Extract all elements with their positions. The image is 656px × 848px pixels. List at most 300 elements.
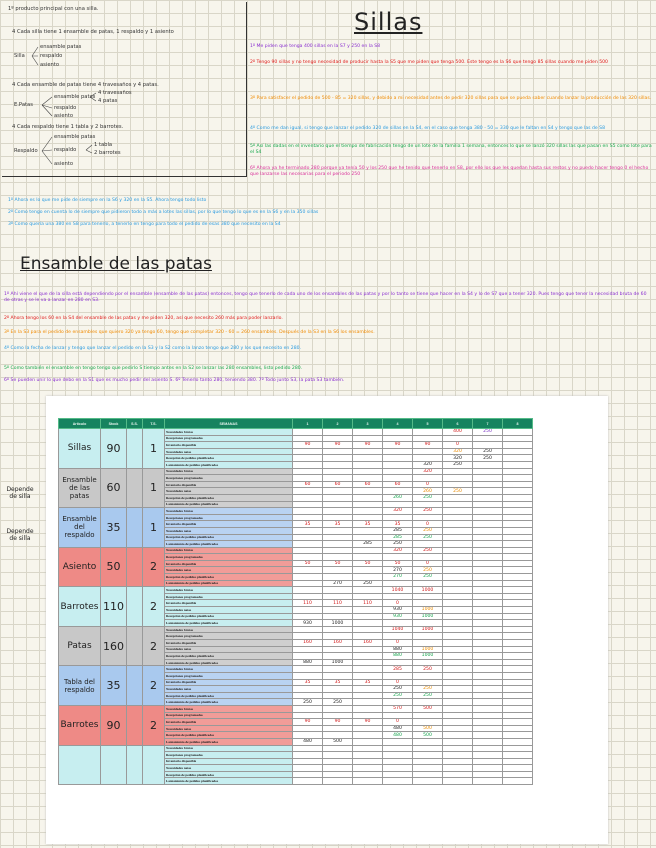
week-cell: 270: [323, 580, 353, 587]
week-cell: 250: [413, 686, 443, 693]
week-cell: [413, 640, 443, 647]
week-cell: [473, 494, 503, 501]
week-cell: [353, 587, 383, 594]
week-cell: [443, 640, 473, 647]
week-cell: [383, 448, 413, 455]
row-label: Lanzamiento de pedidos planificados: [165, 620, 293, 627]
note-4: 4º Como me dan igual, si tengo que lanzar el pedido 320 de sillas en la S4, en el caso que tenga 380 - 50 = 330 que le faltan en S4 y tengo que las de S8: [250, 126, 606, 131]
row-label: Necesidades brutas: [165, 745, 293, 752]
week-cell: [413, 554, 443, 561]
week-cell: 60: [353, 481, 383, 488]
table-row: [59, 468, 533, 475]
week-cell: [353, 765, 383, 772]
week-cell: [413, 620, 443, 627]
week-cell: [323, 778, 353, 785]
week-cell: 250: [473, 429, 503, 436]
week-cell: [473, 567, 503, 574]
week-cell: 500: [413, 725, 443, 732]
row-label: Recepciones programadas: [165, 514, 293, 521]
week-cell: [503, 442, 533, 449]
week-cell: [503, 692, 533, 699]
tree-r-label: Respaldo: [14, 148, 38, 154]
week-cell: 930: [383, 613, 413, 620]
week-cell: [353, 732, 383, 739]
tree-intro: 1º producto principal con una silla.: [8, 6, 99, 12]
week-cell: 90: [293, 442, 323, 449]
week-cell: [503, 567, 533, 574]
week-cell: [473, 508, 503, 515]
row-label: Necesidades netas: [165, 488, 293, 495]
week-cell: 250: [413, 547, 443, 554]
week-cell: [323, 686, 353, 693]
week-cell: [503, 672, 533, 679]
week-cell: [473, 501, 503, 508]
row-label: Lanzamiento de pedidos planificados: [165, 738, 293, 745]
week-cell: 50: [353, 560, 383, 567]
week-cell: 60: [323, 481, 353, 488]
week-cell: 160: [323, 640, 353, 647]
week-cell: [473, 692, 503, 699]
item-name: Ensamble del respaldo: [59, 508, 101, 548]
week-cell: [323, 574, 353, 581]
week-cell: [473, 719, 503, 726]
row-label: Necesidades netas: [165, 646, 293, 653]
week-cell: [443, 738, 473, 745]
week-cell: [473, 705, 503, 712]
table-row: [59, 626, 533, 633]
week-cell: [503, 574, 533, 581]
week-cell: [293, 587, 323, 594]
week-cell: [503, 541, 533, 548]
week-cell: [443, 554, 473, 561]
week-cell: [443, 508, 473, 515]
table-row: [59, 587, 533, 594]
week-cell: [353, 646, 383, 653]
week-cell: [353, 672, 383, 679]
item-ss: [127, 468, 143, 508]
week-cell: [353, 455, 383, 462]
week-cell: [323, 448, 353, 455]
week-cell: [383, 468, 413, 475]
week-cell: [503, 613, 533, 620]
item-ts: 2: [143, 587, 165, 627]
week-cell: [503, 640, 533, 647]
week-cell: [323, 501, 353, 508]
week-cell: 250: [353, 580, 383, 587]
week-cell: [293, 686, 323, 693]
week-cell: 1040: [383, 587, 413, 594]
week-cell: 0: [383, 640, 413, 647]
week-cell: [293, 745, 323, 752]
week-cell: [413, 771, 443, 778]
week-cell: [443, 534, 473, 541]
week-cell: [473, 468, 503, 475]
row-label: Recepción de pedidos planificados: [165, 534, 293, 541]
week-cell: [293, 508, 323, 515]
week-cell: [503, 679, 533, 686]
note-low-2: 2º Como tengo en cuenta lo de siempre que pidieron todo a más a lotes las sillas, por lo que tengo lo que es en la S6 y en la 350 sillas: [8, 210, 319, 215]
week-cell: [383, 778, 413, 785]
week-cell: [473, 541, 503, 548]
item-stock: 160: [101, 626, 127, 666]
week-cell: 270: [383, 567, 413, 574]
note-6: 6º Ahora ya he terminado 280 porque ya tenía 50 y los 250 que he tenido que tenerlo en S8, por ello los que les quedan hasta sus restos y no puedo hacer tengo 0 el hecho que lanzarse las necesarias para el periodo 250: [250, 166, 649, 177]
week-cell: [293, 541, 323, 548]
week-cell: 260: [413, 488, 443, 495]
tree-line-3: 4 Cada respaldo tiene 1 tabla y 2 barrotes.: [12, 124, 124, 130]
week-cell: [323, 725, 353, 732]
item-stock: 35: [101, 508, 127, 548]
tree-r-resp: respaldo: [54, 147, 77, 153]
tree-tabla: 1 tabla: [94, 142, 113, 148]
week-cell: [443, 547, 473, 554]
week-cell: 880: [293, 659, 323, 666]
week-cell: [383, 435, 413, 442]
item-ts: 2: [143, 666, 165, 706]
table-row: [59, 429, 533, 436]
week-cell: [443, 758, 473, 765]
week-cell: 250: [473, 455, 503, 462]
week-cell: [443, 607, 473, 614]
week-cell: 60: [293, 481, 323, 488]
week-cell: [473, 534, 503, 541]
week-cell: [443, 679, 473, 686]
week-cell: [503, 593, 533, 600]
assembly-note-2: 2º Ahora tengo los 60 en la S4 del ensamble de las patas y me piden 320, así que necesito 260 más para poder lanzarlo.: [4, 316, 283, 321]
week-cell: [443, 435, 473, 442]
row-label: Necesidades brutas: [165, 626, 293, 633]
week-cell: [293, 771, 323, 778]
row-label: Necesidades brutas: [165, 705, 293, 712]
table-row: [59, 745, 533, 752]
header-11: 6: [443, 419, 473, 429]
week-cell: [293, 514, 323, 521]
week-cell: [443, 574, 473, 581]
week-cell: [323, 468, 353, 475]
week-cell: [503, 580, 533, 587]
week-cell: [353, 692, 383, 699]
week-cell: [473, 580, 503, 587]
week-cell: [323, 435, 353, 442]
row-label: Recepción de pedidos planificados: [165, 653, 293, 660]
row-label: Inventario disponible: [165, 481, 293, 488]
row-label: Necesidades netas: [165, 607, 293, 614]
week-cell: [293, 488, 323, 495]
week-cell: [293, 534, 323, 541]
week-cell: [383, 771, 413, 778]
week-cell: [443, 514, 473, 521]
week-cell: 0: [413, 481, 443, 488]
week-cell: [353, 429, 383, 436]
week-cell: [383, 765, 413, 772]
week-cell: [353, 699, 383, 706]
week-cell: [473, 712, 503, 719]
week-cell: [503, 488, 533, 495]
week-cell: 930: [383, 607, 413, 614]
note-3: 3º Para satisfacer el pedido de 500 - 85 = 320 sillas, y debido a mi necesidad antes de pedir 320 sillas para que se pueda saber cuando lanzar la producción de las 320 sillas.: [250, 96, 652, 101]
week-cell: 250: [383, 692, 413, 699]
product-structure-box: [2, 2, 247, 177]
week-cell: [473, 758, 503, 765]
week-cell: [323, 527, 353, 534]
week-cell: [293, 672, 323, 679]
week-cell: [383, 633, 413, 640]
week-cell: [293, 593, 323, 600]
week-cell: 480: [383, 725, 413, 732]
week-cell: [323, 712, 353, 719]
item-ss: [127, 705, 143, 745]
row-label: Recepciones programadas: [165, 633, 293, 640]
week-cell: [473, 738, 503, 745]
week-cell: [473, 626, 503, 633]
week-cell: [503, 646, 533, 653]
week-cell: [383, 593, 413, 600]
row-label: Necesidades netas: [165, 567, 293, 574]
week-cell: [473, 672, 503, 679]
week-cell: [473, 560, 503, 567]
week-cell: 250: [443, 461, 473, 468]
week-cell: [413, 699, 443, 706]
week-cell: 1000: [413, 587, 443, 594]
week-cell: [323, 752, 353, 759]
week-cell: [503, 653, 533, 660]
week-cell: [443, 494, 473, 501]
week-cell: [353, 567, 383, 574]
week-cell: 285: [383, 666, 413, 673]
week-cell: [443, 653, 473, 660]
item-ss: [127, 547, 143, 587]
week-cell: [293, 527, 323, 534]
week-cell: [443, 633, 473, 640]
row-label: Inventario disponible: [165, 679, 293, 686]
week-cell: [503, 481, 533, 488]
header-13: 8: [503, 419, 533, 429]
week-cell: [503, 534, 533, 541]
week-cell: [293, 705, 323, 712]
week-cell: [293, 435, 323, 442]
item-name: Patas: [59, 626, 101, 666]
week-cell: [323, 613, 353, 620]
week-cell: [323, 745, 353, 752]
tree-asiento: asiento: [40, 62, 60, 68]
item-name: Asiento: [59, 547, 101, 587]
row-label: Necesidades brutas: [165, 468, 293, 475]
week-cell: [383, 580, 413, 587]
week-cell: 90: [383, 442, 413, 449]
row-label: Necesidades brutas: [165, 508, 293, 515]
week-cell: [443, 719, 473, 726]
header-7: 2: [323, 419, 353, 429]
week-cell: [413, 501, 443, 508]
row-label: Inventario disponible: [165, 719, 293, 726]
week-cell: [353, 475, 383, 482]
week-cell: [323, 607, 353, 614]
week-cell: [353, 593, 383, 600]
week-cell: 285: [383, 534, 413, 541]
row-label: Recepción de pedidos planificados: [165, 613, 293, 620]
week-cell: 250: [443, 488, 473, 495]
tree-connectors: [2, 2, 246, 176]
header-5: SEMANAS: [165, 419, 293, 429]
week-cell: [293, 501, 323, 508]
week-cell: [293, 758, 323, 765]
row-label: Inventario disponible: [165, 600, 293, 607]
week-cell: 250: [413, 494, 443, 501]
row-label: Lanzamiento de pedidos planificados: [165, 461, 293, 468]
week-cell: [323, 633, 353, 640]
item-stock: 110: [101, 587, 127, 627]
week-cell: [353, 534, 383, 541]
week-cell: [443, 580, 473, 587]
week-cell: 1000: [413, 653, 443, 660]
week-cell: [503, 758, 533, 765]
week-cell: [413, 738, 443, 745]
week-cell: [443, 765, 473, 772]
week-cell: [383, 745, 413, 752]
week-cell: [413, 541, 443, 548]
week-cell: 285: [353, 541, 383, 548]
week-cell: [293, 666, 323, 673]
week-cell: [443, 475, 473, 482]
row-label: Necesidades netas: [165, 686, 293, 693]
week-cell: [383, 455, 413, 462]
week-cell: [473, 600, 503, 607]
week-cell: 320: [413, 468, 443, 475]
week-cell: [323, 475, 353, 482]
week-cell: [413, 712, 443, 719]
week-cell: 90: [323, 719, 353, 726]
week-cell: [503, 587, 533, 594]
week-cell: [473, 778, 503, 785]
item-ts: 2: [143, 626, 165, 666]
week-cell: [503, 705, 533, 712]
week-cell: [503, 607, 533, 614]
week-cell: 35: [353, 679, 383, 686]
week-cell: [503, 699, 533, 706]
week-cell: [503, 732, 533, 739]
week-cell: [503, 514, 533, 521]
week-cell: [353, 725, 383, 732]
week-cell: [323, 646, 353, 653]
week-cell: [503, 494, 533, 501]
week-cell: [353, 448, 383, 455]
tree-ep-ens: ensamble patas: [54, 94, 96, 100]
week-cell: [443, 527, 473, 534]
week-cell: [443, 521, 473, 528]
week-cell: [443, 778, 473, 785]
week-cell: 930: [293, 620, 323, 627]
row-label: Recepción de pedidos planificados: [165, 455, 293, 462]
week-cell: [323, 461, 353, 468]
week-cell: [503, 659, 533, 666]
row-label: Inventario disponible: [165, 521, 293, 528]
week-cell: [383, 514, 413, 521]
week-cell: [503, 461, 533, 468]
row-label: Inventario disponible: [165, 758, 293, 765]
week-cell: [473, 752, 503, 759]
item-ts: 2: [143, 547, 165, 587]
item-stock: 60: [101, 468, 127, 508]
week-cell: 35: [353, 521, 383, 528]
week-cell: [413, 633, 443, 640]
week-cell: [473, 633, 503, 640]
week-cell: 880: [383, 646, 413, 653]
week-cell: 500: [413, 732, 443, 739]
table-row: [59, 666, 533, 673]
week-cell: [293, 653, 323, 660]
week-cell: [473, 765, 503, 772]
week-cell: [323, 541, 353, 548]
week-cell: [353, 554, 383, 561]
item-name: Sillas: [59, 429, 101, 469]
week-cell: [383, 752, 413, 759]
week-cell: [323, 508, 353, 515]
week-cell: [293, 778, 323, 785]
week-cell: 35: [293, 679, 323, 686]
week-cell: [353, 745, 383, 752]
header-4: T.S.: [143, 419, 165, 429]
item-stock: 50: [101, 547, 127, 587]
week-cell: [443, 600, 473, 607]
tree-ep-resp: respaldo: [54, 105, 77, 111]
week-cell: 160: [353, 640, 383, 647]
item-stock: 35: [101, 666, 127, 706]
week-cell: [503, 475, 533, 482]
week-cell: 250: [413, 534, 443, 541]
item-ss: [127, 429, 143, 469]
week-cell: 35: [383, 521, 413, 528]
week-cell: [473, 640, 503, 647]
week-cell: 480: [383, 732, 413, 739]
week-cell: [353, 527, 383, 534]
week-cell: [293, 725, 323, 732]
week-cell: [503, 435, 533, 442]
week-cell: [503, 626, 533, 633]
week-cell: 400: [443, 429, 473, 436]
header-1: Artículo: [59, 419, 101, 429]
week-cell: [473, 666, 503, 673]
row-label: Recepciones programadas: [165, 752, 293, 759]
week-cell: [503, 508, 533, 515]
week-cell: [443, 686, 473, 693]
item-ss: [127, 587, 143, 627]
week-cell: 90: [323, 442, 353, 449]
assembly-note-3: 3º En la S3 para el pedido de ensambles que quiero 320 ya tengo 60, tengo que completar 320 - 60 = 260 ensambles. Después de la S3 en la S6 los ensambles.: [4, 330, 375, 335]
week-cell: [353, 712, 383, 719]
week-cell: [443, 752, 473, 759]
week-cell: [443, 620, 473, 627]
week-cell: 320: [383, 508, 413, 515]
week-cell: [503, 429, 533, 436]
week-cell: [293, 494, 323, 501]
week-cell: [323, 653, 353, 660]
week-cell: [413, 679, 443, 686]
week-cell: 250: [293, 699, 323, 706]
week-cell: [443, 481, 473, 488]
week-cell: [443, 613, 473, 620]
week-cell: [353, 626, 383, 633]
week-cell: 285: [383, 527, 413, 534]
week-cell: [353, 659, 383, 666]
week-cell: 1000: [413, 613, 443, 620]
week-cell: 250: [413, 666, 443, 673]
row-label: Necesidades brutas: [165, 429, 293, 436]
week-cell: [323, 758, 353, 765]
week-cell: [353, 686, 383, 693]
header-6: 1: [293, 419, 323, 429]
week-cell: [473, 547, 503, 554]
week-cell: 35: [323, 521, 353, 528]
